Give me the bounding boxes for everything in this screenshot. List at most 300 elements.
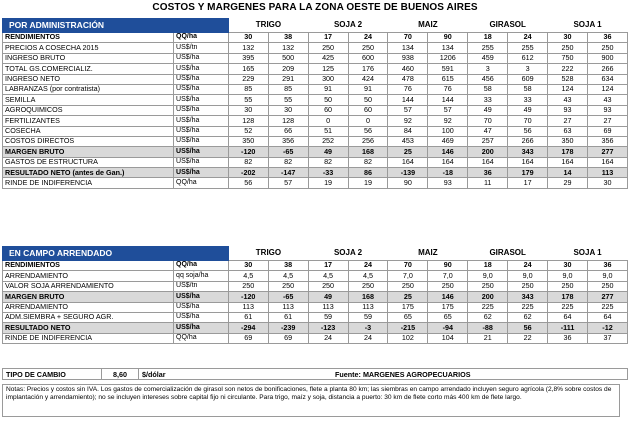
value-cell: 9,0 bbox=[508, 271, 548, 281]
value-cell: 56 bbox=[348, 126, 388, 136]
value-cell: 478 bbox=[388, 74, 428, 84]
exchange-rate-value: 8,60 bbox=[102, 369, 139, 380]
value-cell: -202 bbox=[228, 168, 268, 178]
value-cell: 27 bbox=[548, 116, 588, 126]
value-cell: 58 bbox=[468, 84, 508, 94]
value-cell: 250 bbox=[308, 281, 348, 291]
value-cell: 93 bbox=[587, 105, 627, 115]
value-cell: 82 bbox=[348, 157, 388, 167]
row-label: RENDIMIENTOS bbox=[3, 33, 174, 43]
value-cell: 4,5 bbox=[268, 271, 308, 281]
value-cell: 250 bbox=[548, 43, 588, 53]
value-cell: 164 bbox=[508, 157, 548, 167]
value-cell: 356 bbox=[587, 136, 627, 146]
row-unit: US$/ha bbox=[174, 74, 229, 84]
value-cell: 612 bbox=[508, 53, 548, 63]
table-row bbox=[3, 157, 628, 167]
value-cell: 178 bbox=[548, 147, 588, 157]
administracion-table bbox=[2, 18, 628, 189]
value-cell: 343 bbox=[508, 147, 548, 157]
value-cell: 175 bbox=[428, 302, 468, 312]
table-row bbox=[3, 116, 628, 126]
value-cell: 113 bbox=[348, 302, 388, 312]
row-label: TOTAL GS.COMERCIALIZ. bbox=[3, 64, 174, 74]
value-cell: 168 bbox=[348, 292, 388, 302]
value-cell: 300 bbox=[308, 74, 348, 84]
row-label: RESULTADO NETO bbox=[3, 323, 174, 333]
value-cell: 257 bbox=[468, 136, 508, 146]
value-cell: 460 bbox=[388, 64, 428, 74]
row-unit: US$/ha bbox=[174, 312, 229, 322]
value-cell: 91 bbox=[308, 84, 348, 94]
row-label: MARGEN BRUTO bbox=[3, 147, 174, 157]
table-row bbox=[3, 323, 628, 333]
value-cell: 7,0 bbox=[428, 271, 468, 281]
row-unit: qq soja/ha bbox=[174, 271, 229, 281]
value-cell: 69 bbox=[587, 126, 627, 136]
value-cell: 66 bbox=[268, 126, 308, 136]
row-unit: US$/tn bbox=[174, 281, 229, 291]
row-unit: QQ/ha bbox=[174, 333, 229, 343]
value-cell: 11 bbox=[468, 178, 508, 188]
section-title: POR ADMINISTRACIÓN bbox=[3, 19, 229, 33]
value-cell: 61 bbox=[228, 312, 268, 322]
value-cell: 144 bbox=[388, 95, 428, 105]
value-cell: 27 bbox=[587, 116, 627, 126]
value-cell: 453 bbox=[388, 136, 428, 146]
value-cell: 165 bbox=[228, 64, 268, 74]
value-cell: 70 bbox=[388, 33, 428, 43]
row-unit: US$/ha bbox=[174, 302, 229, 312]
value-cell: 132 bbox=[228, 43, 268, 53]
row-unit: US$/ha bbox=[174, 84, 229, 94]
value-cell: 82 bbox=[308, 157, 348, 167]
value-cell: -88 bbox=[468, 323, 508, 333]
value-cell: 25 bbox=[388, 292, 428, 302]
value-cell: 102 bbox=[388, 333, 428, 343]
row-label: SEMILLA bbox=[3, 95, 174, 105]
value-cell: 47 bbox=[468, 126, 508, 136]
value-cell: -94 bbox=[428, 323, 468, 333]
table-row bbox=[3, 126, 628, 136]
value-cell: 50 bbox=[348, 95, 388, 105]
value-cell: 55 bbox=[268, 95, 308, 105]
value-cell: 43 bbox=[548, 95, 588, 105]
row-unit: US$/ha bbox=[174, 126, 229, 136]
value-cell: 100 bbox=[428, 126, 468, 136]
value-cell: 113 bbox=[308, 302, 348, 312]
value-cell: 4,5 bbox=[308, 271, 348, 281]
value-cell: 38 bbox=[268, 261, 308, 271]
value-cell: 528 bbox=[548, 74, 588, 84]
row-unit: US$/ha bbox=[174, 116, 229, 126]
value-cell: 36 bbox=[587, 33, 627, 43]
row-label: FERTILIZANTES bbox=[3, 116, 174, 126]
row-unit: US$/ha bbox=[174, 105, 229, 115]
value-cell: 225 bbox=[587, 302, 627, 312]
value-cell: 82 bbox=[268, 157, 308, 167]
value-cell: 49 bbox=[308, 292, 348, 302]
value-cell: 164 bbox=[587, 157, 627, 167]
value-cell: 350 bbox=[548, 136, 588, 146]
value-cell: 113 bbox=[228, 302, 268, 312]
value-cell: 134 bbox=[388, 43, 428, 53]
value-cell: 21 bbox=[468, 333, 508, 343]
value-cell: 250 bbox=[587, 43, 627, 53]
value-cell: 500 bbox=[268, 53, 308, 63]
value-cell: 18 bbox=[468, 33, 508, 43]
value-cell: 113 bbox=[268, 302, 308, 312]
value-cell: 17 bbox=[308, 33, 348, 43]
value-cell: -18 bbox=[428, 168, 468, 178]
crop-header: TRIGO bbox=[228, 19, 308, 33]
value-cell: 64 bbox=[548, 312, 588, 322]
row-unit: QQ/ha bbox=[174, 178, 229, 188]
crop-header: SOJA 1 bbox=[548, 19, 628, 33]
value-cell: 164 bbox=[428, 157, 468, 167]
value-cell: 57 bbox=[428, 105, 468, 115]
value-cell: 144 bbox=[428, 95, 468, 105]
value-cell: 179 bbox=[508, 168, 548, 178]
value-cell: 128 bbox=[228, 116, 268, 126]
value-cell: 63 bbox=[548, 126, 588, 136]
row-label: RINDE DE INDIFERENCIA bbox=[3, 333, 174, 343]
value-cell: 70 bbox=[508, 116, 548, 126]
value-cell: 24 bbox=[508, 261, 548, 271]
value-cell: 178 bbox=[548, 292, 588, 302]
row-unit: US$/ha bbox=[174, 147, 229, 157]
value-cell: 134 bbox=[428, 43, 468, 53]
table-row bbox=[3, 147, 628, 157]
row-unit: US$/ha bbox=[174, 168, 229, 178]
value-cell: 469 bbox=[428, 136, 468, 146]
value-cell: 250 bbox=[468, 281, 508, 291]
value-cell: -65 bbox=[268, 292, 308, 302]
value-cell: 225 bbox=[548, 302, 588, 312]
value-cell: 124 bbox=[587, 84, 627, 94]
value-cell: 49 bbox=[308, 147, 348, 157]
value-cell: 938 bbox=[388, 53, 428, 63]
value-cell: 266 bbox=[508, 136, 548, 146]
crop-header: TRIGO bbox=[228, 247, 308, 261]
value-cell: 591 bbox=[428, 64, 468, 74]
value-cell: 356 bbox=[268, 136, 308, 146]
value-cell: 25 bbox=[388, 147, 428, 157]
value-cell: 36 bbox=[548, 333, 588, 343]
value-cell: 62 bbox=[508, 312, 548, 322]
value-cell: 250 bbox=[228, 281, 268, 291]
value-cell: 132 bbox=[268, 43, 308, 53]
value-cell: 91 bbox=[348, 84, 388, 94]
row-label: RENDIMIENTOS bbox=[3, 261, 174, 271]
value-cell: 49 bbox=[508, 105, 548, 115]
value-cell: -215 bbox=[388, 323, 428, 333]
value-cell: 57 bbox=[388, 105, 428, 115]
row-label: INGRESO BRUTO bbox=[3, 53, 174, 63]
value-cell: 24 bbox=[508, 33, 548, 43]
value-cell: 84 bbox=[388, 126, 428, 136]
table-row bbox=[3, 312, 628, 322]
row-label: RESULTADO NETO (antes de Gan.) bbox=[3, 168, 174, 178]
row-unit: US$/ha bbox=[174, 323, 229, 333]
value-cell: 250 bbox=[428, 281, 468, 291]
value-cell: 86 bbox=[348, 168, 388, 178]
value-cell: 168 bbox=[348, 147, 388, 157]
value-cell: 750 bbox=[548, 53, 588, 63]
value-cell: 250 bbox=[268, 281, 308, 291]
value-cell: 225 bbox=[508, 302, 548, 312]
value-cell: -3 bbox=[348, 323, 388, 333]
value-cell: 24 bbox=[348, 333, 388, 343]
value-cell: -123 bbox=[308, 323, 348, 333]
row-unit: US$/ha bbox=[174, 53, 229, 63]
value-cell: 65 bbox=[388, 312, 428, 322]
value-cell: 76 bbox=[388, 84, 428, 94]
value-cell: 56 bbox=[228, 178, 268, 188]
value-cell: 7,0 bbox=[388, 271, 428, 281]
value-cell: 36 bbox=[587, 261, 627, 271]
value-cell: 229 bbox=[228, 74, 268, 84]
arrendado-table bbox=[2, 246, 628, 344]
value-cell: 60 bbox=[348, 105, 388, 115]
value-cell: 90 bbox=[428, 261, 468, 271]
value-cell: 277 bbox=[587, 147, 627, 157]
table-row bbox=[3, 292, 628, 302]
row-label: MARGEN BRUTO bbox=[3, 292, 174, 302]
value-cell: 70 bbox=[388, 261, 428, 271]
crop-header: MAIZ bbox=[388, 19, 468, 33]
value-cell: 65 bbox=[428, 312, 468, 322]
value-cell: 82 bbox=[228, 157, 268, 167]
table-row bbox=[3, 271, 628, 281]
value-cell: 255 bbox=[508, 43, 548, 53]
value-cell: 33 bbox=[508, 95, 548, 105]
value-cell: 22 bbox=[508, 333, 548, 343]
value-cell: 600 bbox=[348, 53, 388, 63]
source-label: Fuente: MARGENES AGROPECUARIOS bbox=[295, 369, 628, 380]
value-cell: 343 bbox=[508, 292, 548, 302]
table-row bbox=[3, 105, 628, 115]
crop-header: GIRASOL bbox=[468, 247, 548, 261]
value-cell: 30 bbox=[548, 33, 588, 43]
value-cell: 93 bbox=[428, 178, 468, 188]
row-label: COSECHA bbox=[3, 126, 174, 136]
row-label: VALOR SOJA ARRENDAMIENTO bbox=[3, 281, 174, 291]
value-cell: -65 bbox=[268, 147, 308, 157]
row-label: COSTOS DIRECTOS bbox=[3, 136, 174, 146]
row-unit: US$/ha bbox=[174, 136, 229, 146]
value-cell: -120 bbox=[228, 292, 268, 302]
value-cell: 200 bbox=[468, 147, 508, 157]
table-row bbox=[3, 95, 628, 105]
value-cell: 58 bbox=[508, 84, 548, 94]
row-unit: US$/tn bbox=[174, 43, 229, 53]
row-label: ARRENDAMIENTO bbox=[3, 302, 174, 312]
crop-header: MAIZ bbox=[388, 247, 468, 261]
value-cell: 250 bbox=[508, 281, 548, 291]
row-unit: QQ/ha bbox=[174, 261, 229, 271]
row-label: AGROQUIMICOS bbox=[3, 105, 174, 115]
table-row bbox=[3, 178, 628, 188]
value-cell: 24 bbox=[348, 33, 388, 43]
value-cell: 425 bbox=[308, 53, 348, 63]
value-cell: 209 bbox=[268, 64, 308, 74]
value-cell: 17 bbox=[508, 178, 548, 188]
value-cell: 250 bbox=[308, 43, 348, 53]
value-cell: 175 bbox=[388, 302, 428, 312]
table-row bbox=[3, 43, 628, 53]
table-row bbox=[3, 64, 628, 74]
value-cell: 19 bbox=[348, 178, 388, 188]
section-title: EN CAMPO ARRENDADO bbox=[3, 247, 229, 261]
value-cell: 90 bbox=[428, 33, 468, 43]
value-cell: 146 bbox=[428, 147, 468, 157]
value-cell: 0 bbox=[308, 116, 348, 126]
value-cell: 30 bbox=[268, 105, 308, 115]
value-cell: 57 bbox=[268, 178, 308, 188]
value-cell: 250 bbox=[348, 281, 388, 291]
notes: Notas: Precios y costos sin IVA. Los gastos de comercialización de girasol son netos de bonificaciones, flete a planta 80 km; las siembras en campo arrendado incluyen seguro agrícola (2,8% sobre costos de implantación y arrendamiento); no se incluyen intereses sobre capital fijo ni circulante. Para trigo, maíz y soja, distancia a puerto: 30 km de flete corto más 400 km de flete largo. bbox=[2, 384, 620, 417]
value-cell: 24 bbox=[348, 261, 388, 271]
value-cell: 50 bbox=[308, 95, 348, 105]
value-cell: 52 bbox=[228, 126, 268, 136]
value-cell: -33 bbox=[308, 168, 348, 178]
value-cell: 38 bbox=[268, 33, 308, 43]
value-cell: 252 bbox=[308, 136, 348, 146]
table-row bbox=[3, 136, 628, 146]
table-row bbox=[3, 302, 628, 312]
row-unit: QQ/ha bbox=[174, 33, 229, 43]
value-cell: 266 bbox=[587, 64, 627, 74]
value-cell: 60 bbox=[308, 105, 348, 115]
value-cell: 164 bbox=[548, 157, 588, 167]
value-cell: 18 bbox=[468, 261, 508, 271]
value-cell: 277 bbox=[587, 292, 627, 302]
value-cell: 615 bbox=[428, 74, 468, 84]
table-row bbox=[3, 84, 628, 94]
value-cell: -294 bbox=[228, 323, 268, 333]
value-cell: 164 bbox=[388, 157, 428, 167]
crop-header: SOJA 2 bbox=[308, 19, 388, 33]
value-cell: -111 bbox=[548, 323, 588, 333]
value-cell: 30 bbox=[548, 261, 588, 271]
value-cell: 37 bbox=[587, 333, 627, 343]
row-label: RINDE DE INDIFERENCIA bbox=[3, 178, 174, 188]
value-cell: 176 bbox=[348, 64, 388, 74]
row-label: ARRENDAMIENTO bbox=[3, 271, 174, 281]
value-cell: 92 bbox=[428, 116, 468, 126]
value-cell: 30 bbox=[228, 33, 268, 43]
value-cell: 222 bbox=[548, 64, 588, 74]
value-cell: 9,0 bbox=[587, 271, 627, 281]
value-cell: 93 bbox=[548, 105, 588, 115]
value-cell: 85 bbox=[268, 84, 308, 94]
row-label: INGRESO NETO bbox=[3, 74, 174, 84]
value-cell: 250 bbox=[388, 281, 428, 291]
value-cell: 76 bbox=[428, 84, 468, 94]
value-cell: 55 bbox=[228, 95, 268, 105]
section-header bbox=[3, 19, 628, 33]
value-cell: 250 bbox=[548, 281, 588, 291]
row-label: LABRANZAS (por contratista) bbox=[3, 84, 174, 94]
table-row bbox=[3, 261, 628, 271]
value-cell: 609 bbox=[508, 74, 548, 84]
value-cell: -147 bbox=[268, 168, 308, 178]
value-cell: 56 bbox=[508, 323, 548, 333]
value-cell: 291 bbox=[268, 74, 308, 84]
value-cell: -12 bbox=[587, 323, 627, 333]
table-row bbox=[3, 168, 628, 178]
exchange-rate-label: TIPO DE CAMBIO bbox=[3, 369, 102, 380]
value-cell: 30 bbox=[228, 261, 268, 271]
value-cell: 51 bbox=[308, 126, 348, 136]
value-cell: 9,0 bbox=[548, 271, 588, 281]
row-unit: US$/ha bbox=[174, 64, 229, 74]
row-label: ADM.SIEMBRA + SEGURO AGR. bbox=[3, 312, 174, 322]
value-cell: 634 bbox=[587, 74, 627, 84]
section-header bbox=[3, 247, 628, 261]
value-cell: 85 bbox=[228, 84, 268, 94]
value-cell: -139 bbox=[388, 168, 428, 178]
value-cell: 459 bbox=[468, 53, 508, 63]
value-cell: -239 bbox=[268, 323, 308, 333]
page-title: COSTOS Y MARGENES PARA LA ZONA OESTE DE BUENOS AIRES bbox=[152, 2, 478, 13]
table-row bbox=[3, 53, 628, 63]
value-cell: 56 bbox=[508, 126, 548, 136]
value-cell: 59 bbox=[308, 312, 348, 322]
value-cell: 250 bbox=[348, 43, 388, 53]
value-cell: 456 bbox=[468, 74, 508, 84]
value-cell: 29 bbox=[548, 178, 588, 188]
value-cell: -120 bbox=[228, 147, 268, 157]
value-cell: 43 bbox=[587, 95, 627, 105]
value-cell: 113 bbox=[587, 168, 627, 178]
value-cell: 3 bbox=[468, 64, 508, 74]
exchange-rate-bar bbox=[2, 368, 628, 380]
value-cell: 14 bbox=[548, 168, 588, 178]
value-cell: 124 bbox=[548, 84, 588, 94]
value-cell: 146 bbox=[428, 292, 468, 302]
value-cell: 0 bbox=[348, 116, 388, 126]
value-cell: 164 bbox=[468, 157, 508, 167]
crop-header: SOJA 1 bbox=[548, 247, 628, 261]
value-cell: 17 bbox=[308, 261, 348, 271]
crop-header: SOJA 2 bbox=[308, 247, 388, 261]
value-cell: 250 bbox=[587, 281, 627, 291]
value-cell: 200 bbox=[468, 292, 508, 302]
value-cell: 1206 bbox=[428, 53, 468, 63]
value-cell: 30 bbox=[228, 105, 268, 115]
value-cell: 4,5 bbox=[228, 271, 268, 281]
value-cell: 36 bbox=[468, 168, 508, 178]
value-cell: 61 bbox=[268, 312, 308, 322]
value-cell: 125 bbox=[308, 64, 348, 74]
value-cell: 9,0 bbox=[468, 271, 508, 281]
value-cell: 69 bbox=[268, 333, 308, 343]
row-unit: US$/ha bbox=[174, 95, 229, 105]
value-cell: 49 bbox=[468, 105, 508, 115]
value-cell: 19 bbox=[308, 178, 348, 188]
value-cell: 59 bbox=[348, 312, 388, 322]
value-cell: 30 bbox=[587, 178, 627, 188]
value-cell: 395 bbox=[228, 53, 268, 63]
row-label: GASTOS DE ESTRUCTURA bbox=[3, 157, 174, 167]
table-row bbox=[3, 281, 628, 291]
value-cell: 900 bbox=[587, 53, 627, 63]
value-cell: 256 bbox=[348, 136, 388, 146]
row-unit: US$/ha bbox=[174, 157, 229, 167]
row-unit: US$/ha bbox=[174, 292, 229, 302]
